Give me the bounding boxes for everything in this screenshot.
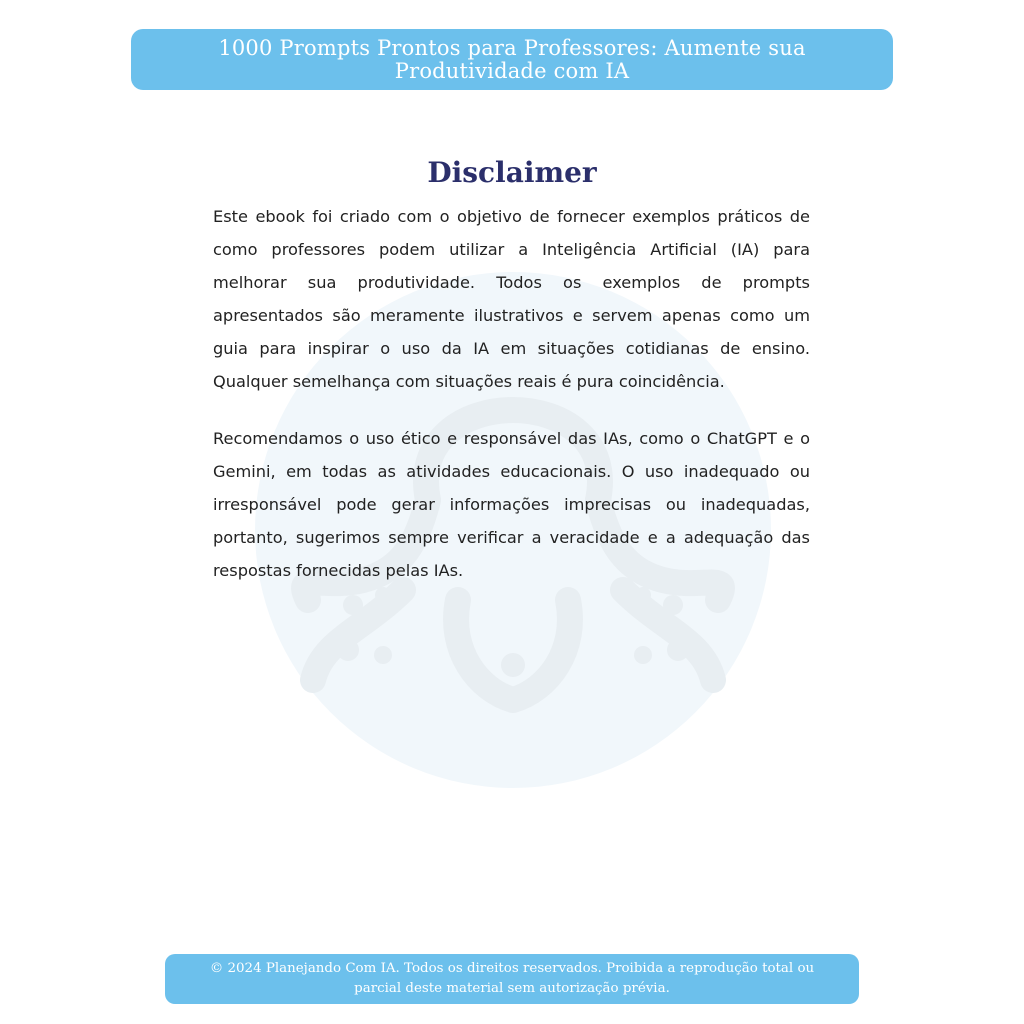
document-title-line-1: 1000 Prompts Prontos para Professores: Aumente sua bbox=[218, 35, 806, 60]
header-banner bbox=[131, 29, 893, 90]
copyright-line-2: parcial deste material sem autorização prévia. bbox=[354, 981, 670, 996]
disclaimer-paragraph-1: Este ebook foi criado com o objetivo de fornecer exemplos práticos de como professores podem utilizar a Inteligência Artificial (IA) para melhorar sua produtividade. Todos os exemplos de prompts apresentados são meramente ilustrativos e servem apenas como um guia para inspirar o uso da IA em situações cotidianas de ensino. Qualquer semelhança com situações reais é pura coincidência. bbox=[213, 207, 810, 391]
section-heading: Disclaimer bbox=[427, 156, 597, 189]
document-title-line-2: Produtividade com IA bbox=[394, 58, 630, 83]
footer-banner bbox=[165, 954, 859, 1004]
disclaimer-paragraph-2: Recomendamos o uso ético e responsável das IAs, como o ChatGPT e o Gemini, em todas as atividades educacionais. O uso inadequado ou irresponsável pode gerar informações imprecisas ou inadequadas, portanto, sugerimos sempre verificar a veracidade e a adequação das respostas fornecidas pelas IAs. bbox=[213, 429, 810, 580]
copyright-notice bbox=[210, 959, 814, 999]
document-title bbox=[218, 37, 805, 83]
copyright-line-1: © 2024 Planejando Com IA. Todos os direitos reservados. Proibida a reprodução total ou bbox=[209, 961, 815, 976]
